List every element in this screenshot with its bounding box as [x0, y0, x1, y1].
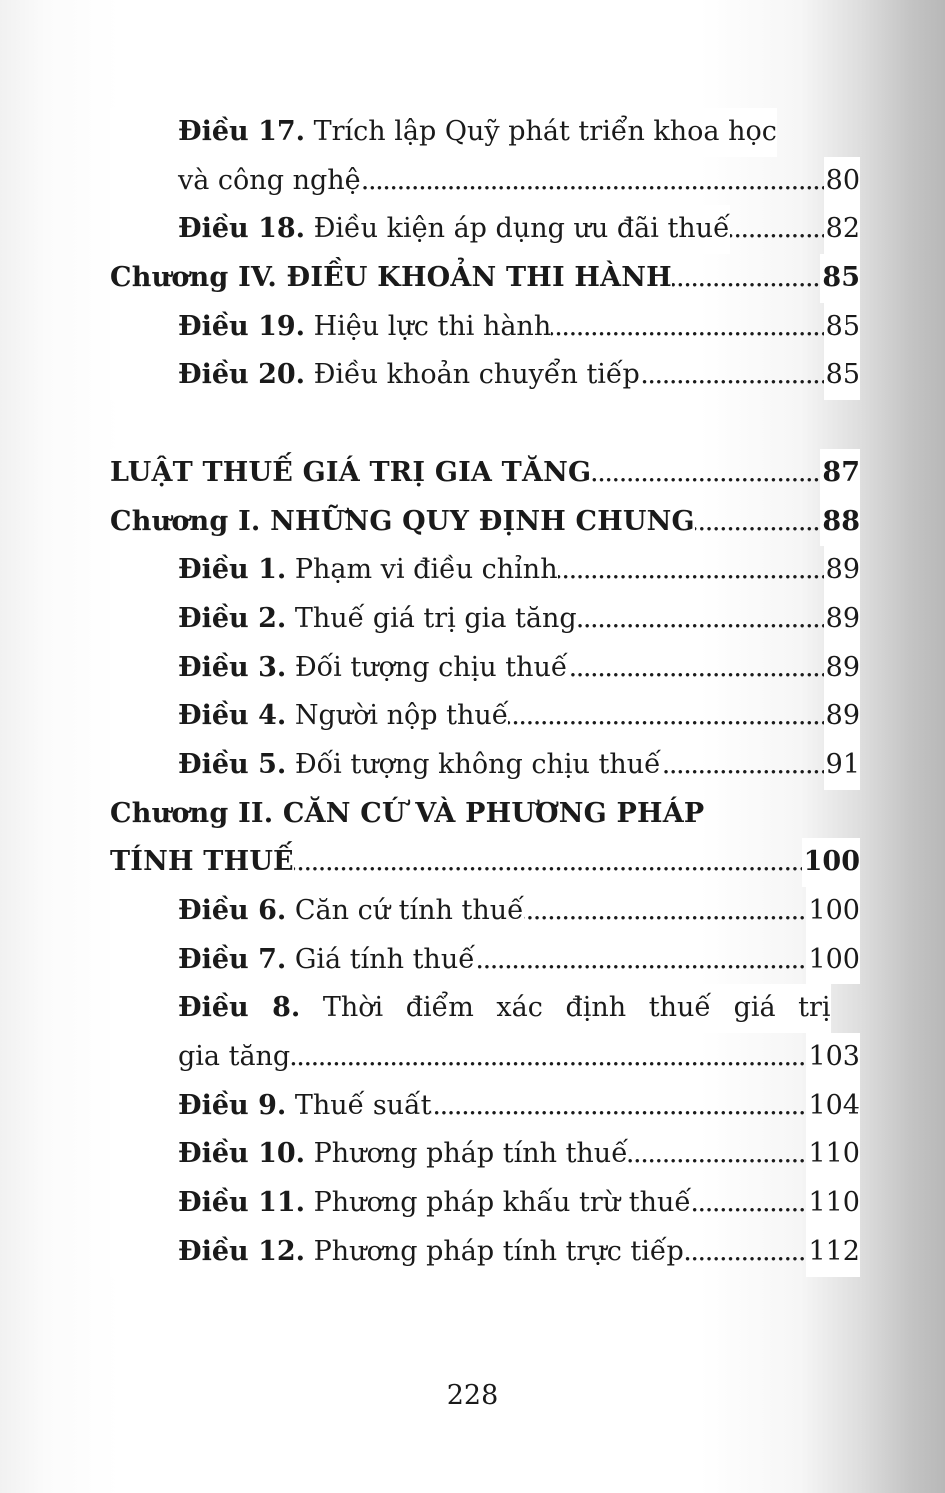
toc-page-number: 82 — [824, 205, 860, 254]
toc-article-entry[interactable] — [110, 546, 860, 595]
toc-page-number: 89 — [824, 692, 860, 741]
toc-entry-text: Đối tượng không chịu thuế — [286, 748, 661, 780]
toc-entry-text: Căn cứ tính thuế — [286, 895, 524, 926]
toc-entry-text: gia tăng — [178, 1041, 291, 1073]
toc-entry-text: Điều kiện áp dụng ưu đãi thuế — [305, 213, 730, 245]
toc-entry-text: Thuế giá trị gia tăng — [286, 602, 577, 634]
toc-entry-heading: Điều 18. — [178, 213, 306, 245]
toc-chapter-entry[interactable] — [110, 790, 860, 839]
toc-entry-title — [110, 1130, 628, 1179]
toc-article-entry[interactable] — [110, 303, 860, 352]
toc-entry-text: Phương pháp tính thuế — [305, 1138, 628, 1170]
toc-page-number: 88 — [820, 498, 860, 547]
toc-entry-heading: Điều 3. — [178, 651, 287, 683]
toc-entry-text: Phạm vi điều chỉnh — [286, 554, 558, 586]
toc-entry-heading: TÍNH THUẾ — [110, 846, 294, 878]
toc-article-entry[interactable] — [110, 1033, 860, 1082]
toc-page-number: 87 — [820, 449, 860, 498]
toc-page-number: 89 — [824, 644, 860, 693]
toc-entry-title — [110, 498, 695, 547]
toc-entry-heading: Điều 5. — [178, 748, 287, 780]
toc-entry-heading: Chương II. CĂN CỨ VÀ PHƯƠNG PHÁP — [110, 797, 705, 829]
toc-entry-heading: Điều 9. — [178, 1089, 287, 1121]
toc-entry-text: Đối tượng chịu thuế — [286, 651, 568, 683]
toc-entry-title — [110, 1179, 691, 1228]
toc-entry-title — [110, 595, 577, 644]
toc-page-number: 100 — [806, 887, 860, 936]
toc-article-entry[interactable] — [110, 1130, 860, 1179]
toc-entry-title — [110, 449, 591, 498]
toc-entry-text: Điều khoản chuyển tiếp — [305, 359, 640, 391]
toc-entry-title — [110, 205, 730, 254]
toc-entry-text: Thuế suất — [286, 1089, 432, 1121]
toc-entry-title — [110, 838, 294, 887]
toc-entry-title — [110, 546, 558, 595]
toc-entry-title — [110, 1082, 431, 1131]
toc-article-entry[interactable] — [110, 692, 860, 741]
toc-entry-title — [110, 936, 475, 985]
toc-page-number: 104 — [806, 1082, 860, 1131]
page-number: 228 — [446, 1380, 499, 1411]
toc-entry-heading: Điều 11. — [178, 1187, 306, 1219]
toc-entry-heading: Điều 7. — [178, 943, 287, 975]
toc-page-number: 85 — [820, 254, 860, 303]
toc-entry-text: Trích lập Quỹ phát triển khoa học — [305, 116, 777, 147]
toc-entry-heading: Điều 8. — [178, 992, 301, 1024]
toc-entry-title — [110, 157, 361, 206]
toc-page-number: 110 — [806, 1130, 860, 1179]
toc-entry-title — [110, 108, 777, 157]
toc-entry-text: Người nộp thuế — [286, 700, 509, 732]
toc-entry-heading: Điều 12. — [178, 1235, 306, 1267]
toc-entry-text: Phương pháp tính trực tiếp — [305, 1235, 684, 1267]
toc-entry-heading: Điều 2. — [178, 602, 287, 634]
toc-entry-heading: LUẬT THUẾ GIÁ TRỊ GIA TĂNG — [110, 456, 592, 488]
toc-chapter-entry[interactable] — [110, 498, 860, 547]
toc-entry-heading: Chương I. NHỮNG QUY ĐỊNH CHUNG — [110, 505, 695, 537]
toc-article-entry[interactable] — [110, 1179, 860, 1228]
toc-article-entry[interactable] — [110, 1228, 860, 1277]
toc-entry-heading: Điều 4. — [178, 700, 287, 732]
toc-chapter-entry[interactable] — [110, 254, 860, 303]
toc-entry-title — [110, 1033, 290, 1082]
toc-entry-title — [110, 644, 568, 693]
toc-chapter-entry[interactable] — [110, 449, 860, 498]
toc-page-number: 103 — [806, 1033, 860, 1082]
toc-entry-heading: Điều 20. — [178, 359, 306, 391]
toc-entry-heading: Chương IV. ĐIỀU KHOẢN THI HÀNH — [110, 262, 672, 294]
toc-article-entry[interactable] — [110, 984, 860, 1033]
toc-article-entry[interactable] — [110, 205, 860, 254]
toc-entry-heading: Điều 1. — [178, 554, 287, 586]
toc-page-number: 89 — [824, 546, 860, 595]
blank-line — [110, 400, 860, 449]
table-of-contents — [110, 108, 860, 1277]
toc-chapter-entry[interactable] — [110, 838, 860, 887]
toc-entry-heading: Điều 10. — [178, 1138, 306, 1170]
toc-article-entry[interactable] — [110, 157, 860, 206]
toc-entry-title — [110, 692, 508, 741]
toc-article-entry[interactable] — [110, 887, 860, 936]
toc-page-number: 100 — [806, 936, 860, 985]
toc-article-entry[interactable] — [110, 936, 860, 985]
toc-entry-title — [110, 351, 640, 400]
toc-article-entry[interactable] — [110, 1082, 860, 1131]
toc-page-number: 112 — [806, 1228, 860, 1277]
toc-entry-title — [110, 741, 661, 790]
toc-entry-text: Thời điểm xác định thuế giá trị — [300, 992, 831, 1024]
toc-page-number: 91 — [824, 741, 860, 790]
toc-entry-text: Hiệu lực thi hành — [305, 310, 552, 342]
toc-entry-title — [110, 887, 524, 936]
toc-entry-title — [110, 303, 551, 352]
toc-entry-title — [110, 254, 672, 303]
toc-article-entry[interactable] — [110, 644, 860, 693]
toc-entry-text: và công nghệ — [178, 164, 361, 196]
toc-entry-text: Giá tính thuế — [286, 943, 475, 975]
toc-article-entry[interactable] — [110, 595, 860, 644]
toc-entry-title — [110, 790, 704, 839]
toc-article-entry[interactable] — [110, 351, 860, 400]
toc-entry-title — [110, 1228, 684, 1277]
toc-article-entry[interactable] — [110, 741, 860, 790]
toc-entry-heading: Điều 17. — [178, 116, 306, 147]
toc-entry-title — [110, 984, 831, 1033]
toc-page-number: 89 — [824, 595, 860, 644]
toc-page-number: 85 — [824, 303, 860, 352]
toc-entry-text: Phương pháp khấu trừ thuế — [305, 1187, 691, 1219]
toc-entry-heading: Điều 19. — [178, 310, 306, 342]
toc-page-number: 80 — [824, 157, 860, 206]
toc-page-number: 110 — [806, 1179, 860, 1228]
toc-page-number: 100 — [802, 838, 860, 887]
toc-article-entry[interactable] — [110, 108, 860, 157]
toc-page-number: 85 — [824, 351, 860, 400]
toc-entry-heading: Điều 6. — [178, 895, 287, 926]
